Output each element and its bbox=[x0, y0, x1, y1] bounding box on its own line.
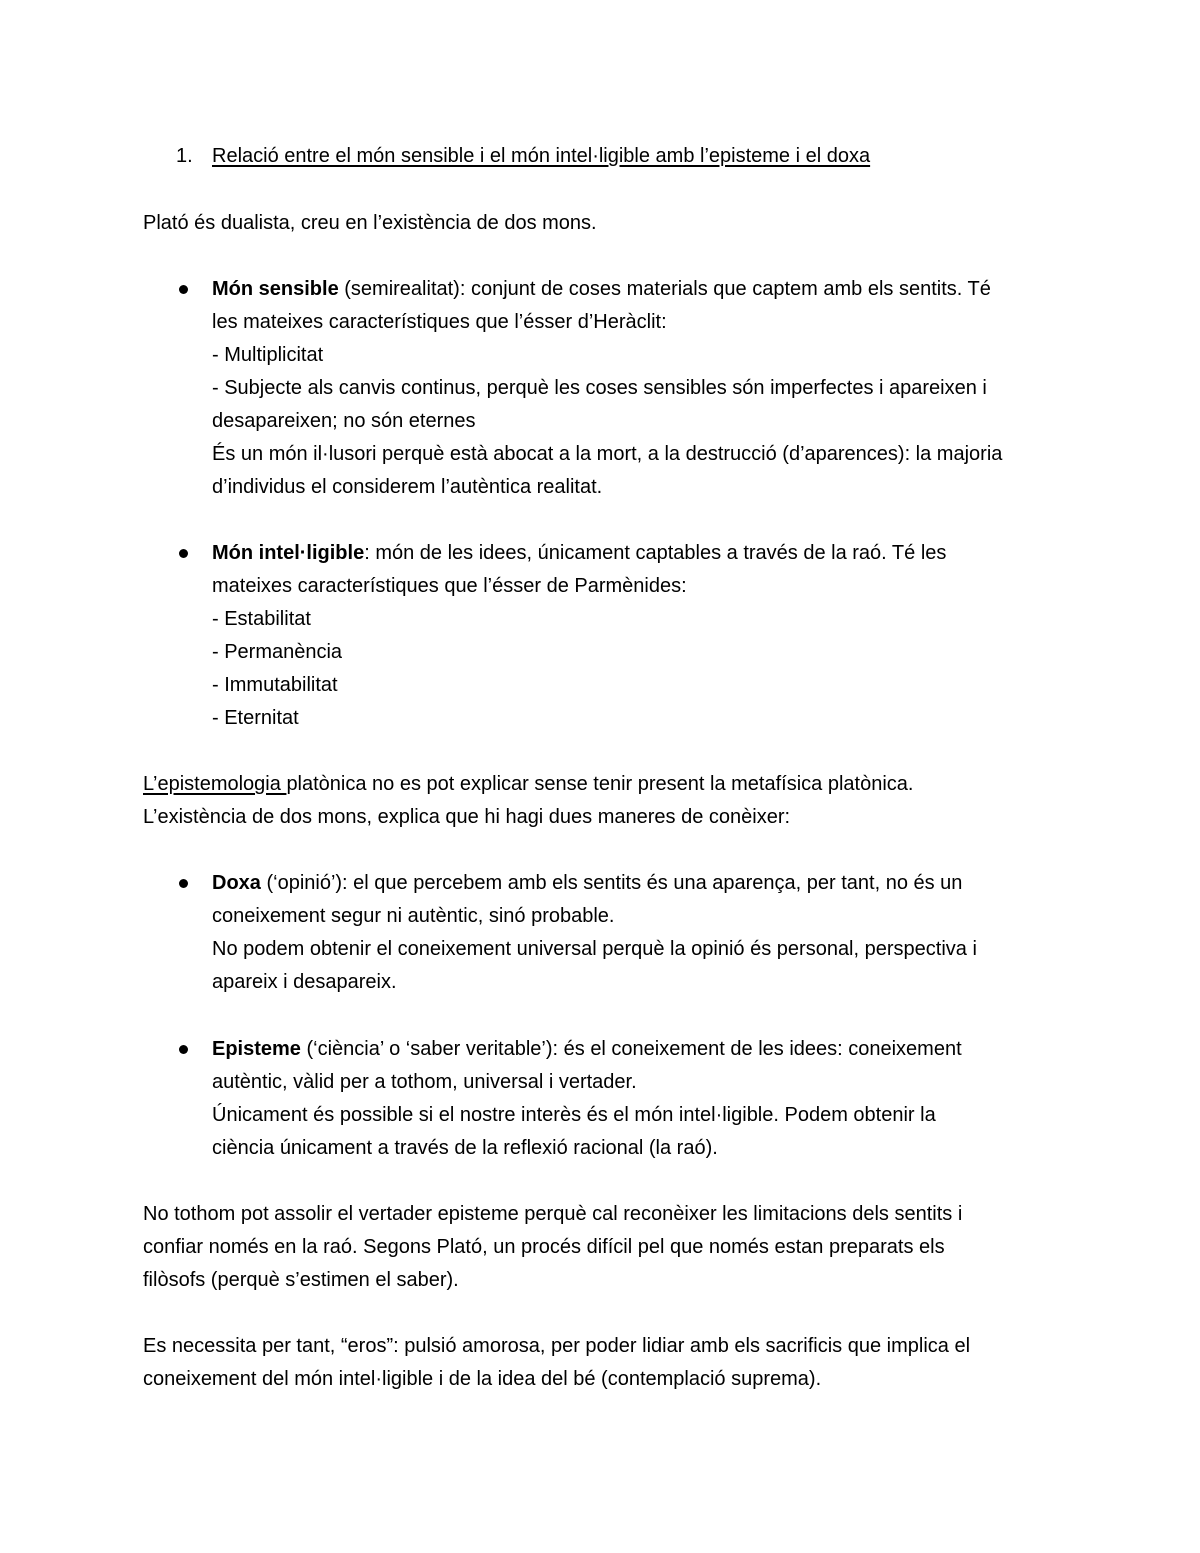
bullet-icon bbox=[179, 879, 188, 888]
paragraph-2-line-1: Es necessita per tant, “eros”: pulsió amorosa, per poder lidiar amb els sacrificis que implica el bbox=[143, 1335, 971, 1357]
bullet-mon-sensible-line-3: - Multiplicitat bbox=[212, 344, 324, 366]
bullet-mon-sensible-line-5: desapareixen; no són eternes bbox=[212, 410, 476, 432]
bullet-doxa-line-3: No podem obtenir el coneixement universal perquè la opinió és personal, perspectiva i bbox=[212, 938, 977, 960]
text-span: platònica no es pot explicar sense tenir present la metafísica platònica. bbox=[286, 773, 914, 795]
bullet-icon bbox=[179, 549, 188, 558]
text-span: (‘ciència’ o ‘saber veritable’): és el coneixement de les idees: coneixement bbox=[300, 1038, 962, 1060]
bullet-mon-sensible-line-7: d’individus el considerem l’autèntica realitat. bbox=[212, 476, 603, 498]
paragraph-1-line-1: No tothom pot assolir el vertader episteme perquè cal reconèixer les limitacions dels sentits i bbox=[143, 1203, 963, 1225]
term-mon-sensible: Món sensible bbox=[212, 278, 339, 300]
term-epistemologia: L’epistemologia bbox=[143, 773, 287, 795]
term-doxa: Doxa bbox=[212, 872, 261, 894]
text-span: : món de les idees, únicament captables a través de la raó. Té les bbox=[364, 542, 947, 564]
text-span: (‘opinió’): el que percebem amb els sentits és una aparença, per tant, no és un bbox=[260, 872, 963, 894]
bullet-episteme-line-4: ciència únicament a través de la reflexió racional (la raó). bbox=[212, 1137, 718, 1159]
bullet-episteme-line-2: autèntic, vàlid per a tothom, universal i vertader. bbox=[212, 1071, 637, 1093]
paragraph-1-line-2: confiar només en la raó. Segons Plató, un procés difícil pel que només estan preparats els bbox=[143, 1236, 945, 1258]
bullet-mon-intelligible-line-1 bbox=[212, 537, 946, 570]
bullet-icon bbox=[179, 285, 188, 294]
term-mon-intelligible: Món intel·ligible bbox=[212, 542, 365, 564]
bullet-mon-intelligible-line-2: mateixes característiques que l’ésser de Parmènides: bbox=[212, 575, 687, 597]
bullet-doxa-line-2: coneixement segur ni autèntic, sinó probable. bbox=[212, 905, 615, 927]
bullet-mon-intelligible-line-3: - Estabilitat bbox=[212, 608, 311, 630]
bullet-episteme-line-3: Únicament és possible si el nostre interès és el món intel·ligible. Podem obtenir la bbox=[212, 1104, 936, 1126]
bullet-mon-intelligible-line-4: - Permanència bbox=[212, 641, 343, 663]
bullet-mon-sensible-line-4: - Subjecte als canvis continus, perquè les coses sensibles són imperfectes i apareixen i bbox=[212, 377, 987, 399]
text-span: (semirealitat): conjunt de coses materials que captem amb els sentits. Té bbox=[338, 278, 991, 300]
bullet-mon-intelligible-line-5: - Immutabilitat bbox=[212, 674, 338, 696]
bullet-mon-intelligible-line-6: - Eternitat bbox=[212, 707, 299, 729]
paragraph-1-line-3: filòsofs (perquè s’estimen el saber). bbox=[143, 1269, 459, 1291]
term-episteme: Episteme bbox=[212, 1038, 301, 1060]
bullet-mon-sensible-line-6: És un món il·lusori perquè està abocat a la mort, a la destrucció (d’aparences): la majoria bbox=[212, 443, 1003, 465]
bullet-doxa-line-4: apareix i desapareix. bbox=[212, 971, 397, 993]
heading-number: 1. bbox=[176, 145, 193, 167]
heading-title: Relació entre el món sensible i el món intel·ligible amb l’episteme i el doxa bbox=[212, 145, 871, 167]
epistemology-line-2: L’existència de dos mons, explica que hi hagi dues maneres de conèixer: bbox=[143, 806, 791, 828]
bullet-mon-sensible-line-2: les mateixes característiques que l’ésser d’Heràclit: bbox=[212, 311, 667, 333]
paragraph-2-line-2: coneixement del món intel·ligible i de la idea del bé (contemplació suprema). bbox=[143, 1368, 822, 1390]
bullet-icon bbox=[179, 1045, 188, 1054]
intro-paragraph: Plató és dualista, creu en l’existència de dos mons. bbox=[143, 212, 597, 234]
epistemology-line-1 bbox=[143, 768, 913, 801]
bullet-episteme-line-1 bbox=[212, 1033, 962, 1066]
bullet-doxa-line-1 bbox=[212, 867, 962, 900]
bullet-mon-sensible-line-1 bbox=[212, 273, 991, 306]
